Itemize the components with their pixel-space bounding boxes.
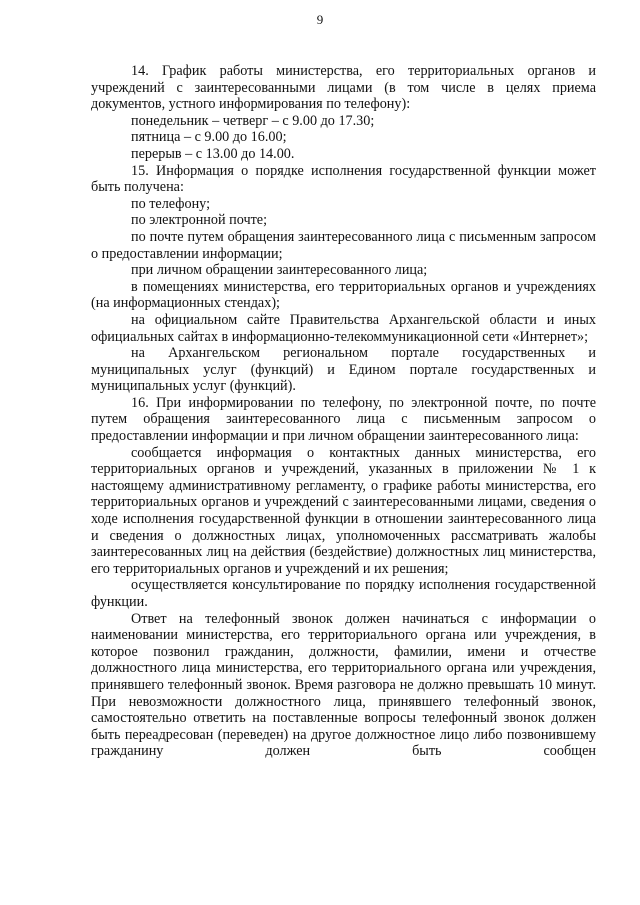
consulting-provided: осуществляется консультирование по порядку исполнения государственной функции. xyxy=(91,577,596,610)
info-portals: на Архангельском региональном портале государственных и муниципальных услуг (функций) и Едином портале государственных и муниципальных услуг (функций). xyxy=(91,345,596,395)
schedule-mon-thu: понедельник – четверг – с 9.00 до 17.30; xyxy=(131,112,375,129)
contact-info-provided: сообщается информация о контактных данных министерства, его территориальных органов и учреждений, указанных в приложении № 1 к настоящему административному регламенту, о графике работы министерства, его территориальных органов и учреждений с заинтересованными лицами, сведения о ходе исполнения государственной функции в отношении заинтересованного лица и сведения о должностных лицах, уполномоченных рассматривать жалобы заинтересованных лиц на действия (бездействие) должностных лиц министерства, его территориальных органов и учреждений и их решения; xyxy=(91,444,596,577)
document-body xyxy=(91,63,596,760)
paragraph-14-schedule: 14. График работы министерства, его территориальных органов и учреждений с заинтересованными лицами (в том числе в целях приема документов, устного информирования по телефону): xyxy=(91,63,596,113)
info-by-mail: по почте путем обращения заинтересованного лица с письменным запросом о предоставлении информации; xyxy=(91,228,596,262)
paragraph-15-info: 15. Информация о порядке исполнения государственной функции может быть получена: xyxy=(91,162,596,196)
info-on-stands: в помещениях министерства, его территориальных органов и учреждениях (на информационных стендах); xyxy=(91,278,596,312)
phone-answer-rules: Ответ на телефонный звонок должен начинаться с информации о наименовании министерства, его территориального органа или учреждения, в которое позвонил гражданин, должности, фамилии, имени и отчестве должностного лица министерства, его территориального органа или учреждения, принявшего телефонный звонок. Время разговора не должно превышать 10 минут. При невозможности должностного лица, принявшего телефонный звонок, самостоятельно ответить на поставленные вопросы телефонный звонок должен быть переадресован (переведен) на другое должностное лицо либо позвонившему гражданину должен быть сообщен xyxy=(91,610,596,760)
info-by-email: по электронной почте; xyxy=(131,212,268,229)
schedule-friday: пятница – с 9.00 до 16.00; xyxy=(131,129,287,146)
info-by-phone: по телефону; xyxy=(131,195,211,212)
schedule-break: перерыв – с 13.00 до 14.00. xyxy=(131,145,295,162)
page-number: 9 xyxy=(316,12,324,27)
info-official-site: на официальном сайте Правительства Архангельской области и иных официальных сайтах в информационно-телекоммуникационной сети «Интернет»; xyxy=(91,311,596,345)
paragraph-16-informing: 16. При информировании по телефону, по электронной почте, по почте путем обращения заинтересованного лица с письменным запросом о предоставлении информации и при личном обращении заинтересованного лица: xyxy=(91,394,596,445)
info-in-person: при личном обращении заинтересованного лица; xyxy=(131,262,428,279)
